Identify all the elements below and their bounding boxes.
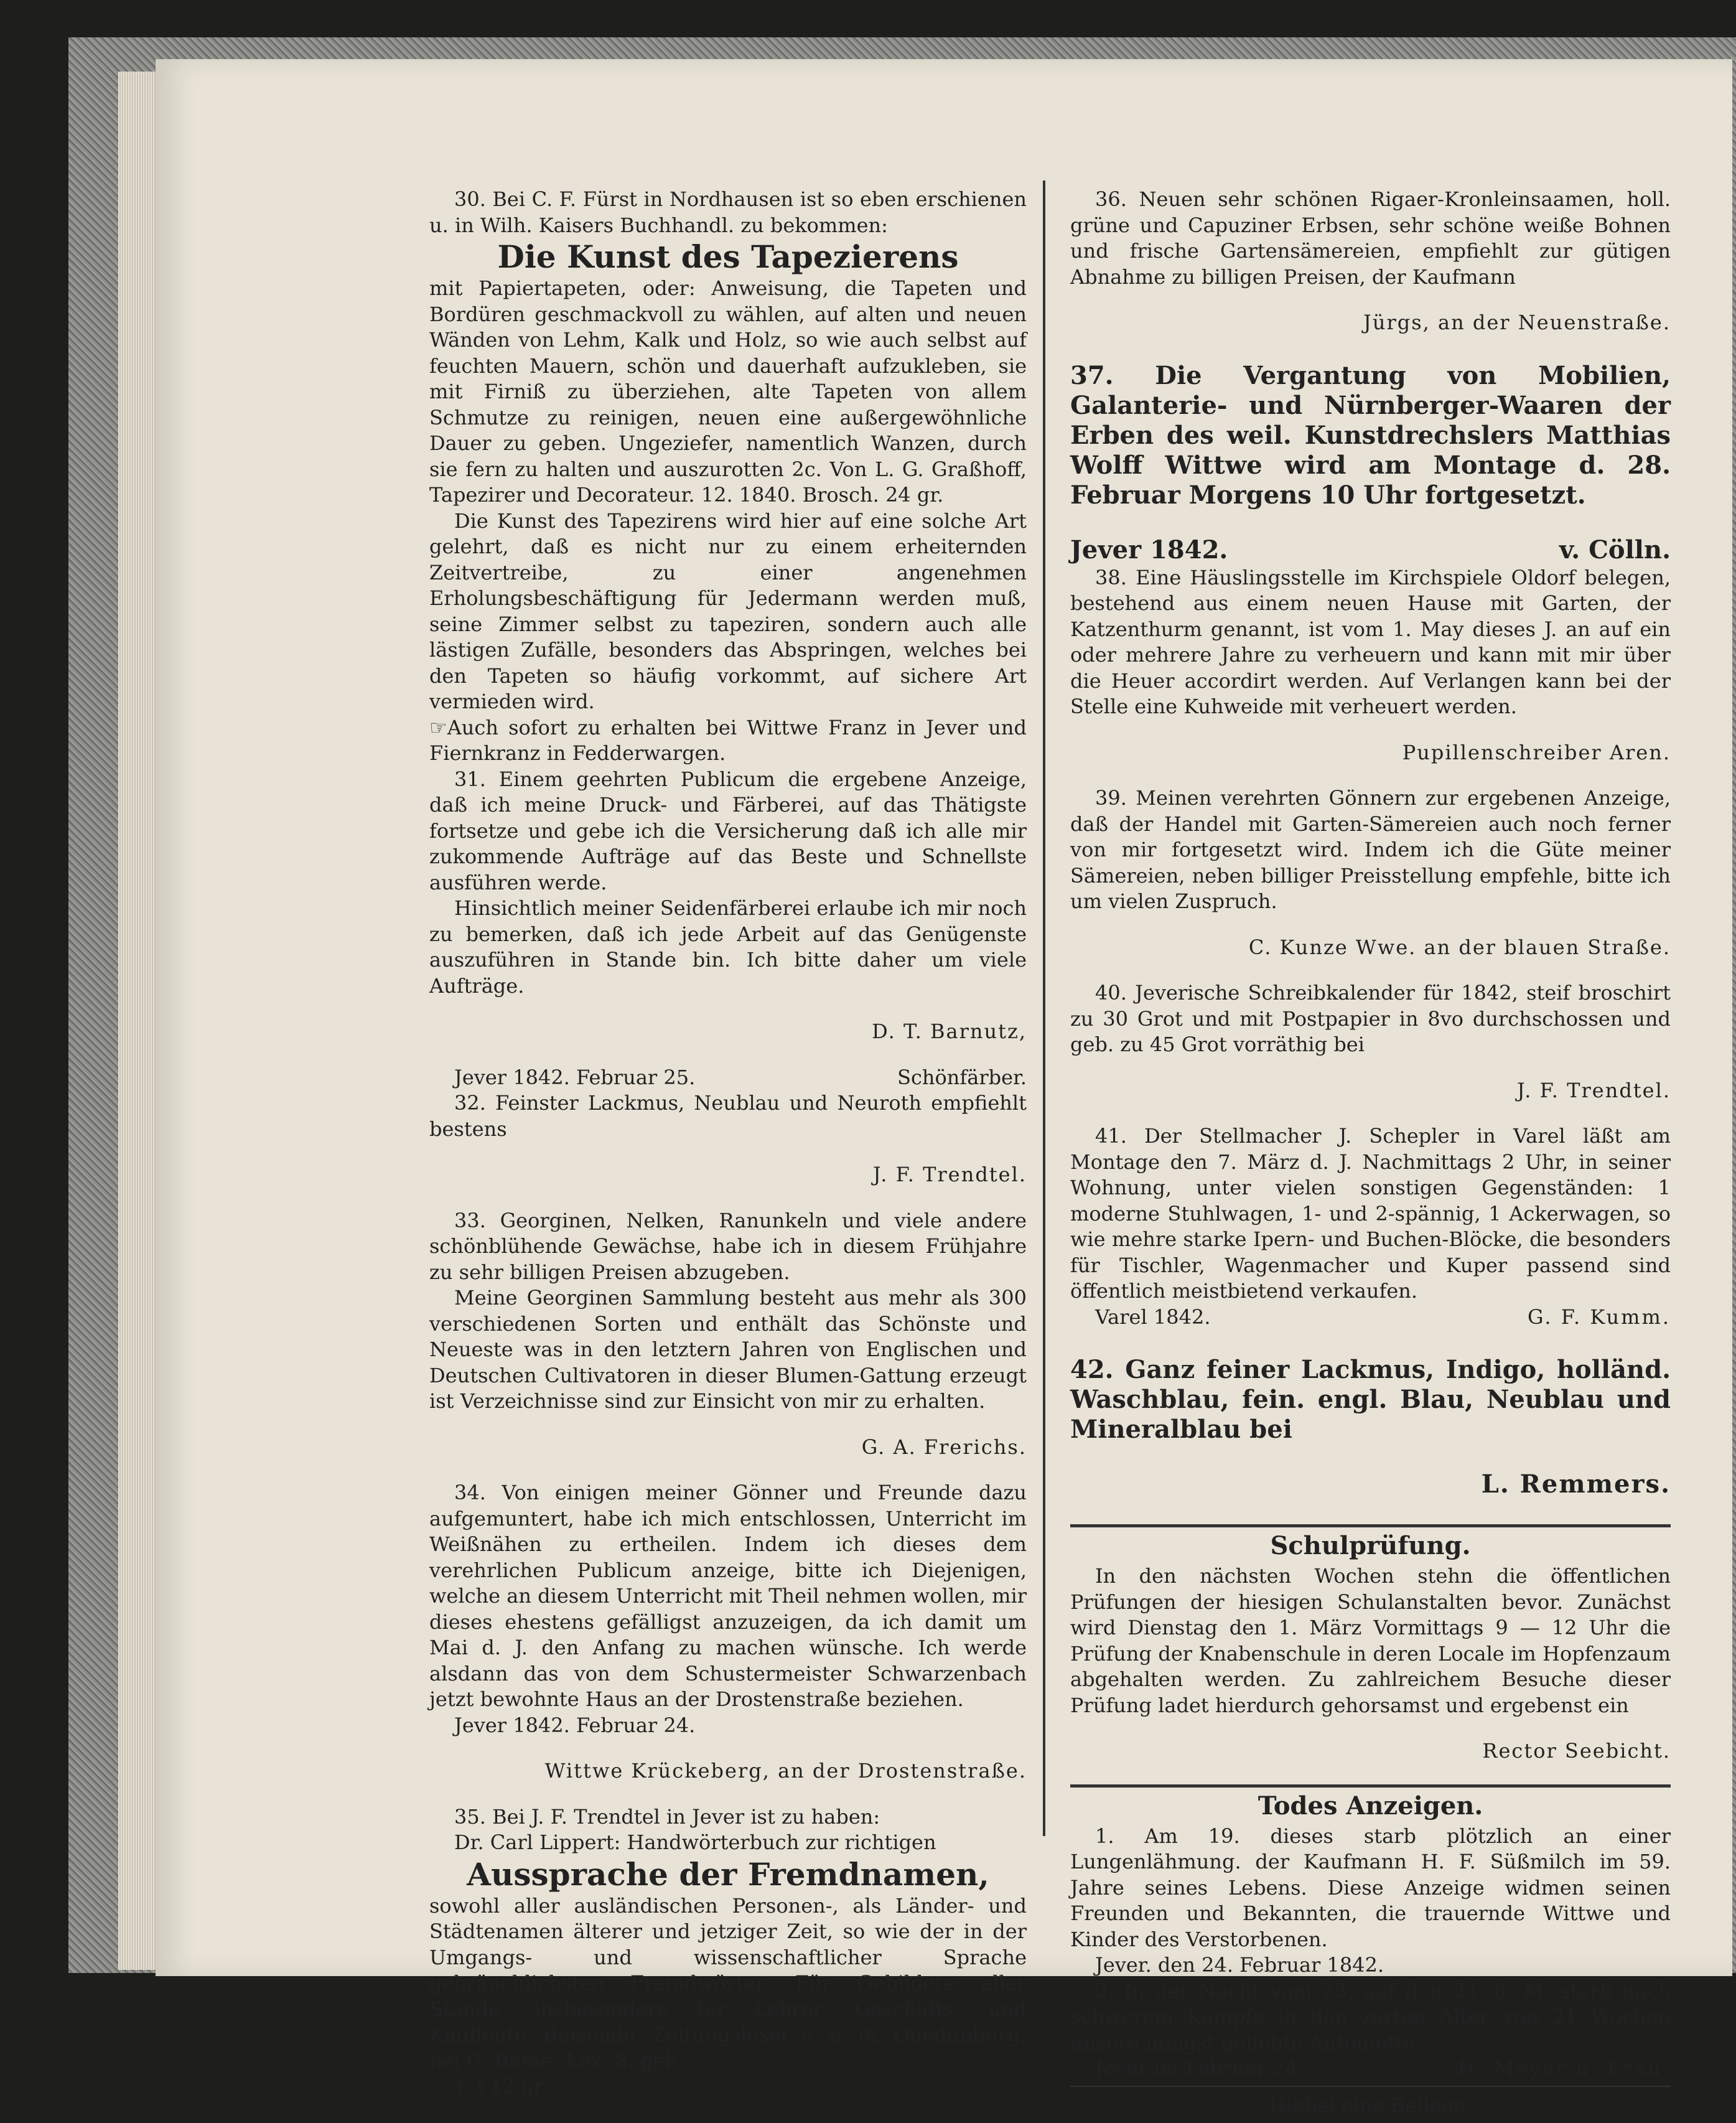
- ad-30-availability: ☞Auch sofort zu erhalten bei Wittwe Franz in Jever und Fiernkranz in Fedderwargen.: [429, 715, 1027, 765]
- death-notices-heading: Todes Anzeigen.: [1258, 1791, 1483, 1821]
- death-notice-2-text: 2. In der Nacht vom 23. auf den 24. d. M. starb nach schwerem Kampfe in den zarten Alter von 21 Wochen unsere innigst geliebte Antoinette.: [1070, 1979, 1671, 2055]
- school-exam-signature: Rector Seebicht.: [1482, 1739, 1671, 1763]
- ad-39-text: 39. Meinen verehrten Gönnern zur ergebenen Anzeige, daß der Handel mit Garten-Sämereien auch noch ferner von mir fortgesetzt wird. Indem ich die Güte meiner Sämereien, neben billiger Preisstellung empfehle, bitte ich um vielen Zuspruch.: [1070, 786, 1671, 913]
- ad-34-signature: Wittwe Krückeberg, an der Drostenstraße.: [544, 1759, 1027, 1783]
- ad-31-signature: D. T. Barnutz,: [872, 1019, 1027, 1043]
- death-notice-1-text: 1. Am 19. dieses starb plötzlich an einer Lungenlähmung. der Kaufmann H. F. Süßmilch im 59. Jahre seines Lebens. Diese Anzeige widmen seinen Freunden und Bekannten, die trauernde Wittwe und Kinder des Verstorbenen.: [1070, 1824, 1671, 1951]
- ad-42-text: 42. Ganz feiner Lackmus, Indigo, holländ. Waschblau, fein. engl. Blau, Neublau und Mineralblau bei: [1070, 1355, 1671, 1444]
- death-notice-2-footer: [1070, 2056, 1671, 2082]
- ad-37-signature: v. Cölln.: [1559, 535, 1671, 565]
- death-notice-2-signature: H. Meyer u. Frau.: [1458, 2056, 1671, 2080]
- ad-36-text: 36. Neuen sehr schönen Rigaer-Kronleinsaamen, holl. grüne und Capuziner Erbsen, sehr schöne weiße Bohnen und frische Gartensämereien, empfiehlt zur gütigen Abnahme zu billigen Preisen, der Kaufmann: [1070, 187, 1671, 289]
- death-notice-1-place: Jever. den 24. Februar 1842.: [1095, 1953, 1384, 1977]
- ad-35-author: Dr. Carl Lippert: Handwörterbuch zur richtigen: [454, 1830, 936, 1854]
- ad-41-footer: [1070, 1305, 1671, 1331]
- ad-32-signature: J. F. Trendtel.: [872, 1163, 1027, 1186]
- ad-33-signature: G. A. Frerichs.: [861, 1435, 1027, 1459]
- school-exam-heading: Schulprüfung.: [1270, 1531, 1471, 1560]
- ad-41-signature: G. F. Kumm.: [1528, 1305, 1671, 1329]
- ad-35-price: 1 ₰ 12 gr.: [454, 2074, 548, 2098]
- ad-33-text2: Meine Georginen Sammlung besteht aus mehr als 300 verschiedenen Sorten und enthält das Schönste und Neueste was in den letztern Jahren von Englischen und Deutschen Cultivatoren in dieser Blumen-Gattung erzeugt ist Verzeichnisse sind zur Einsicht von mir zu erhalten.: [429, 1286, 1027, 1413]
- ad-38-signature: Pupillenschreiber Aren.: [1402, 740, 1671, 764]
- ad-30-header: 30. Bei C. F. Fürst in Nordhausen ist so eben erschienen u. in Wilh. Kaisers Buchhandl. zu bekommen:: [429, 187, 1027, 237]
- ad-41-place: Varel 1842.: [1095, 1305, 1211, 1329]
- ad-34-text: 34. Von einigen meiner Gönner und Freunde dazu aufgemuntert, habe ich mich entschlossen, Unterricht im Weißnähen zu ertheilen. Indem ich dieses dem verehrlichen Publicum anzeige, bitte ich Diejenigen, welche an diesem Unterricht mit Theil nehmen wollen, mir dieses ehestens gefälligst anzuzeigen, da ich damit um Mai d. J. den Anfang zu machen wünsche. Ich werde alsdann das von dem Schustermeister Schwarzenbach jetzt bewohnte Haus an der Drostenstraße beziehen.: [429, 1481, 1027, 1711]
- ad-40-signature: J. F. Trendtel.: [1516, 1078, 1671, 1102]
- ad-36-signature: Jürgs, an der Neuenstraße.: [1363, 311, 1671, 334]
- ad-39-signature: C. Kunze Wwe. an der blauen Straße.: [1248, 935, 1671, 959]
- ad-30-body2: Die Kunst des Tapezirens wird hier auf eine solche Art gelehrt, daß es nicht nur zu einem erheiternden Zeitvertreibe, zu einer angenehmen Erholungsbeschäftigung für Jedermann werden muß, seine Zimmer selbst zu tapeziren, sondern auch alle lästigen Zufälle, besonders das Abspringen, welches bei den Tapeten so häufig vorkommt, auf sichere Art vermieden wird.: [429, 508, 1027, 713]
- ad-31-text: 31. Einem geehrten Publicum die ergebene Anzeige, daß ich meine Druck- und Färberei, auf das Thätigste fortsetze und gebe ich die Versicherung daß ich alle mir zukommende Aufträge auf das Beste und Schnellste ausführen werde.: [429, 767, 1027, 894]
- ad-37-text: 37. Die Vergantung von Mobilien, Galanterie- und Nürnberger-Waaren der Erben des weil. Kunstdrechslers Matthias Wolff Wittwe wird am Montage d. 28. Februar Morgens 10 Uhr fortgesetzt.: [1070, 360, 1671, 510]
- ad-34-place: Jever 1842. Februar 24.: [454, 1713, 696, 1737]
- ad-31-text2: Hinsichtlich meiner Seidenfärberei erlaube ich mir noch zu bemerken, daß ich jede Arbeit auf das Genügenste auszuführen in Stande bin. Ich bitte daher um viele Aufträge.: [429, 896, 1027, 998]
- ad-35-body: sowohl aller ausländischen Personen-, als Länder- und Städtenamen älterer und jetziger Zeit, so wie der in der Umgangs- und wissenschaftlicher Sprache gebräuchlichsten Fremdwörter. Für Gebildete aller Stände, insbesondere für Lehrer, Geschäfts- und Kaufleute, Reisende, Zeitungsleser u. a. m. Quedlinburg, bei G. Basse. Lex.-8. geh.: [429, 1893, 1027, 2073]
- death-notice-2-place: Jever im Februar 24.: [1095, 2056, 1305, 2080]
- ad-41-text: 41. Der Stellmacher J. Schepler in Varel läßt am Montage den 7. März d. J. Nachmittags 2 Uhr, in seiner Wohnung, unter vielen sonstigen Gegenständen: 1 moderne Stuhlwagen, 1- und 2-spännig, 1 Ackerwagen, so wie mehre starke Ipern- und Buchen-Blöcke, die besonders für Tischler, Wagenmacher und Kuper passend sind öffentlich meistbietend verkaufen.: [1070, 1124, 1671, 1303]
- section-rule-2: [1070, 1784, 1671, 1788]
- column-divider: [1043, 180, 1045, 1836]
- section-rule: [1070, 1524, 1671, 1527]
- ad-32-text: 32. Feinster Lackmus, Neublau und Neuroth empfiehlt bestens: [429, 1091, 1027, 1141]
- left-column: [429, 187, 1027, 2100]
- ad-31-footer: [429, 1065, 1027, 1091]
- school-exam-text: In den nächsten Wochen stehn die öffentlichen Prüfungen der hiesigen Schulanstalten bevor. Zunächst wird Dienstag den 1. März Vormittags 9 — 12 Uhr die Prüfung der Knabenschule in deren Locale im Hopfenzaum abgehalten werden. Zu zahlreichem Besuche dieser Prüfung ladet hierdurch gehorsamst und ergebenst ein: [1070, 1564, 1671, 1717]
- ad-37-place: Jever 1842.: [1070, 535, 1228, 565]
- ad-40-text: 40. Jeverische Schreibkalender für 1842, steif broschirt zu 30 Grot und mit Postpapier in 8vo durchschossen und geb. zu 45 Grot vorräthig bei: [1070, 981, 1671, 1056]
- ad-31-role: Schönfärber.: [897, 1065, 1027, 1089]
- ad-33-text: 33. Georginen, Nelken, Ranunkeln und viele andere schönblühende Gewächse, habe ich in diesem Frühjahre zu sehr billigen Preisen abzugeben.: [429, 1208, 1027, 1284]
- right-column: [1070, 187, 1671, 2123]
- supplement-note: Hiebei eine Beilage.: [1268, 2093, 1473, 2117]
- ad-42-signature: L. Remmers.: [1481, 1469, 1671, 1499]
- ad-35-title: Aussprache der Fremdnamen,: [467, 1855, 989, 1893]
- ad-35-header: 35. Bei J. F. Trendtel in Jever ist zu haben:: [454, 1804, 880, 1829]
- ad-30-title: Die Kunst des Tapezierens: [497, 238, 959, 275]
- closing-rule: [1070, 2086, 1671, 2087]
- ad-31-place: Jever 1842. Februar 25.: [454, 1065, 696, 1089]
- ad-30-body: mit Papiertapeten, oder: Anweisung, die Tapeten und Bordüren geschmackvoll zu wählen, auf alten und neuen Wänden von Lehm, Kalk und Holz, so wie auch selbst auf feuchten Mauern, schön und dauerhaft aufzukleben, sie mit Firniß zu überziehen, alte Tapeten von allem Schmutze zu reinigen, neuen eine außergewöhnliche Dauer zu geben. Ungeziefer, namentlich Wanzen, durch sie fern zu halten und auszurotten 2c. Von L. G. Graßhoff, Tapezirer und Decorateur. 12. 1840. Brosch. 24 gr.: [429, 276, 1027, 507]
- ad-37-footer: [1070, 535, 1671, 565]
- ad-38-text: 38. Eine Häuslingsstelle im Kirchspiele Oldorf belegen, bestehend aus einem neuen Hause mit Garten, der Katzenthurm genannt, ist vom 1. May dieses J. an auf ein oder mehrere Jahre zu verheuern und kann mit mir über die Heuer accordirt werden. Auf Verlangen kann bei der Stelle eine Kuhweide mit verheuert werden.: [1070, 565, 1671, 718]
